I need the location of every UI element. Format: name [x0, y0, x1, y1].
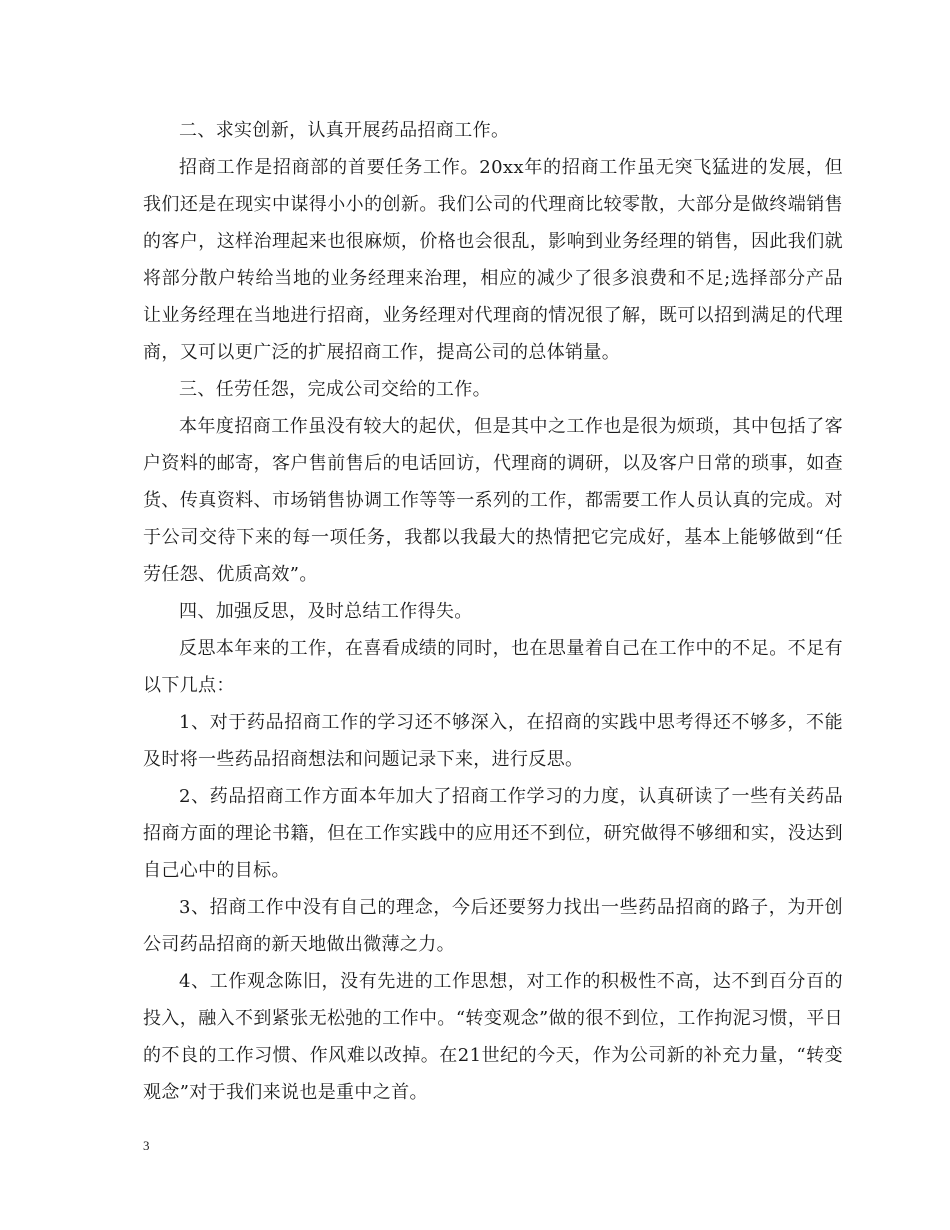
section-heading: 三、任劳任怨，完成公司交给的工作。	[179, 379, 491, 400]
page-number: 3	[143, 1138, 150, 1153]
list-item: 2、药品招商工作方面本年加大了招商工作学习的力度，认真研读了一些有关药品招商方面的理论书籍，但在工作实践中的应用还不到位，研究做得不够细和实，没达到自己心中的目标。	[143, 786, 843, 881]
paragraph: 反思本年来的工作，在喜看成绩的同时，也在思量着自己在工作中的不足。不足有以下几点：	[143, 638, 843, 696]
list-item: 1、对于药品招商工作的学习还不够深入，在招商的实践中思考得还不够多，不能及时将一些药品招商想法和问题记录下来，进行反思。	[143, 712, 843, 770]
section-heading: 四、加强反思，及时总结工作得失。	[179, 601, 473, 622]
section-heading: 二、求实创新，认真开展药品招商工作。	[179, 120, 510, 141]
list-item: 3、招商工作中没有自己的理念，今后还要努力找出一些药品招商的路子，为开创公司药品招商的新天地做出微薄之力。	[143, 897, 843, 955]
list-item: 4、工作观念陈旧，没有先进的工作思想，对工作的积极性不高，达不到百分百的投入，融入不到紧张无松弛的工作中。“转变观念”做的很不到位，工作拘泥习惯，平日的不良的工作习惯、作风难以改掉。在21世纪的今天，作为公司新的补充力量，“转变观念”对于我们来说也是重中之首。	[143, 971, 843, 1103]
paragraph: 招商工作是招商部的首要任务工作。20xx年的招商工作虽无突飞猛进的发展，但我们还是在现实中谋得小小的创新。我们公司的代理商比较零散，大部分是做终端销售的客户，这样治理起来也很麻烦，价格也会很乱，影响到业务经理的销售，因此我们就将部分散户转给当地的业务经理来治理，相应的减少了很多浪费和不足;选择部分产品让业务经理在当地进行招商，业务经理对代理商的情况很了解，既可以招到满足的代理商，又可以更广泛的扩展招商工作，提高公司的总体销量。	[143, 157, 843, 363]
paragraph: 本年度招商工作虽没有较大的起伏，但是其中之工作也是很为烦琐，其中包括了客户资料的邮寄，客户售前售后的电话回访，代理商的调研，以及客户日常的琐事，如查货、传真资料、市场销售协调工作等等一系列的工作，都需要工作人员认真的完成。对于公司交待下来的每一项任务，我都以我最大的热情把它完成好，基本上能够做到“任劳任怨、优质高效”。	[143, 416, 843, 585]
document-body	[143, 112, 843, 1111]
